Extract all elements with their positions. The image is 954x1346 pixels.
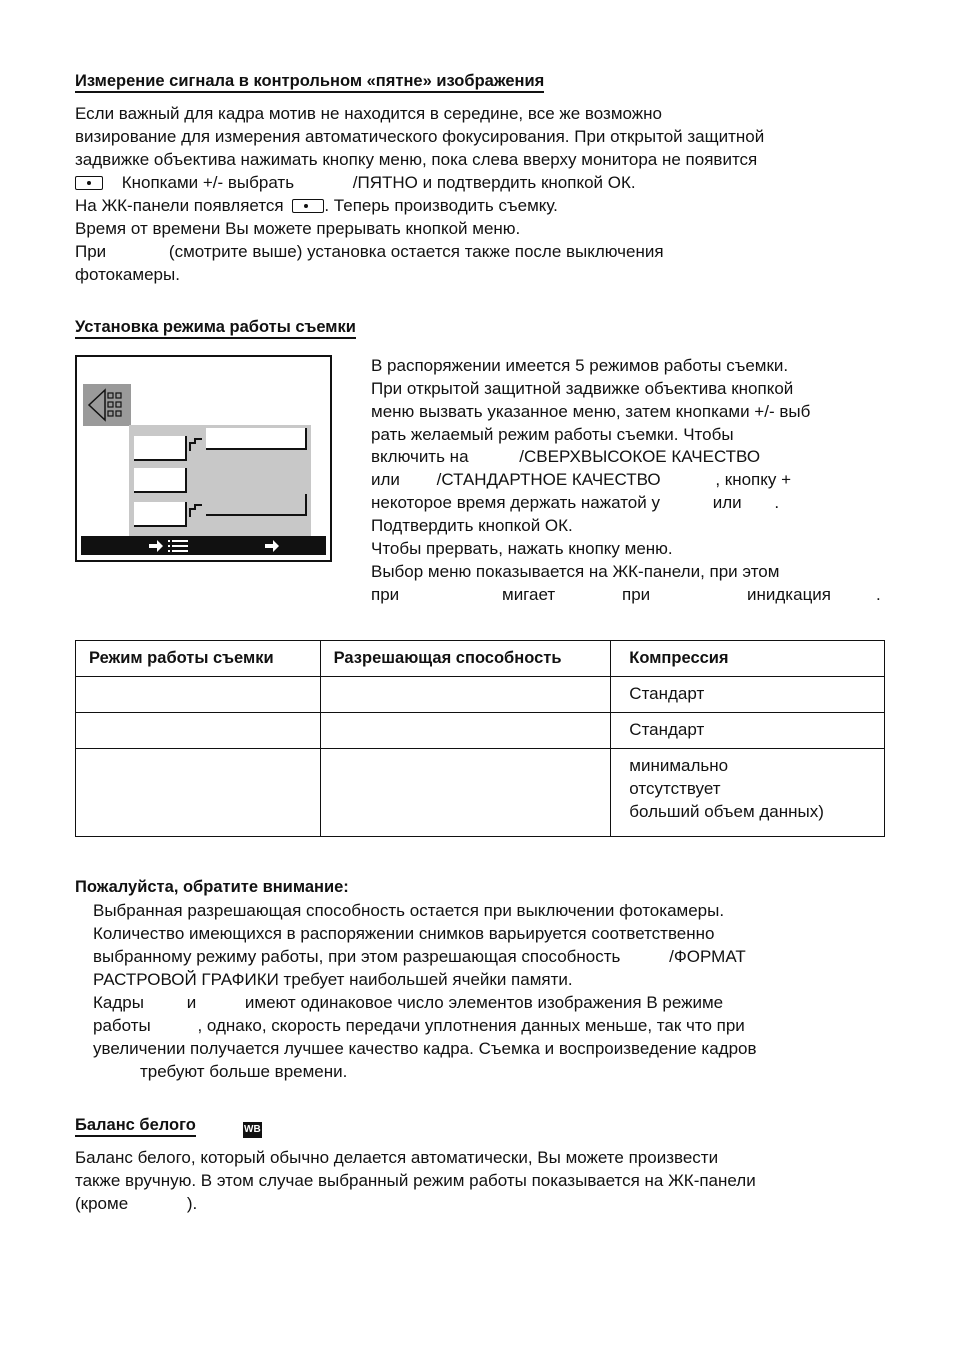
text: , кнопку + <box>715 470 792 489</box>
text: , однако, скорость передачи уплотнения данных меньше, так что при <box>197 1016 745 1035</box>
table-cell <box>76 749 321 837</box>
text: при <box>371 585 400 604</box>
paragraph-line: Подтвердить кнопкой ОК. <box>371 516 573 535</box>
table-row <box>76 677 885 713</box>
paragraph-line: Если важный для кадра мотив не находится в середине, все же возможно <box>75 104 662 123</box>
arrow-list-icon <box>149 539 193 553</box>
section-heading-white-balance: Баланс белого <box>75 1116 196 1137</box>
text: или <box>712 493 742 512</box>
text: . <box>876 585 881 604</box>
table-header-row <box>76 641 885 677</box>
paragraph-line: Чтобы прервать, нажать кнопку меню. <box>371 539 673 558</box>
text: Кнопками +/- выбрать <box>121 173 295 192</box>
paragraph-line <box>93 991 723 1014</box>
text: (смотрите выше) установка остается также после выключения <box>168 242 664 261</box>
paragraph-line: требуют больше времени. <box>140 1062 348 1081</box>
paragraph-line: В распоряжении имеется 5 режимов работы съемки. <box>371 356 789 375</box>
text: имеют одинаковое число элементов изображения В режиме <box>244 993 724 1012</box>
text: (кроме <box>75 1194 129 1213</box>
step-connector-icon <box>189 503 203 517</box>
paragraph-line: задвижке объектива нажимать кнопку меню, пока слева вверху монитора не появится <box>75 150 758 169</box>
paragraph-line: визирование для измерения автоматического фокусирования. При открытой защитной <box>75 127 765 146</box>
paragraph-line: При открытой защитной задвижке объектива кнопкой <box>371 379 794 398</box>
shooting-mode-table <box>75 640 885 837</box>
paragraph-line <box>75 171 636 194</box>
table-cell <box>76 677 321 713</box>
paragraph-line: также вручную. В этом случае выбранный режим работы показывается на ЖК-панели <box>75 1171 756 1190</box>
section-heading-shooting-mode: Установка режима работы съемки <box>75 318 356 339</box>
text: некоторое время держать нажатой у <box>371 493 660 512</box>
text: мигает <box>502 585 556 604</box>
paragraph-line <box>75 194 558 217</box>
quality-menu-icon <box>83 384 131 426</box>
paragraph-line: Выбор меню показывается на ЖК-панели, при этом <box>371 562 780 581</box>
paragraph-line <box>93 1014 745 1037</box>
text: включить на <box>371 447 469 466</box>
text: отсутствует <box>629 779 721 798</box>
paragraph-line: увеличении получается лучшее качество кадра. Съемка и воспроизведение кадров <box>93 1039 757 1058</box>
menu-value-field <box>206 428 307 450</box>
table-row <box>76 713 885 749</box>
arrow-right-icon <box>265 539 281 553</box>
menu-screen-illustration <box>75 355 332 562</box>
table-cell <box>320 749 611 837</box>
spot-icon <box>292 199 324 213</box>
paragraph-line: рать желаемый режим работы съемки. Чтобы <box>371 425 734 444</box>
text: . Теперь производить съемку. <box>324 196 558 215</box>
text: работы <box>93 1016 151 1035</box>
paragraph-line: фотокамеры. <box>75 265 180 284</box>
table-cell: Стандарт <box>611 713 885 749</box>
text: при <box>622 585 651 604</box>
column-header: Компрессия <box>611 641 885 677</box>
paragraph-line: РАСТРОВОЙ ГРАФИКИ требует наибольшей ячейки памяти. <box>93 970 573 989</box>
text: выбранному режиму работы, при этом разрешающая способность <box>93 947 621 966</box>
paragraph-line <box>93 945 746 968</box>
paragraph-line <box>371 468 791 491</box>
table-cell <box>76 713 321 749</box>
section-heading-spot-metering: Измерение сигнала в контрольном «пятне» изображения <box>75 72 544 93</box>
text: ). <box>186 1194 198 1213</box>
note-heading: Пожалуйста, обратите внимание: <box>75 878 349 896</box>
menu-option[interactable] <box>134 468 187 493</box>
paragraph-line: Количество имеющихся в распоряжении снимков варьируется соответственно <box>93 924 715 943</box>
text: /СТАНДАРТНОЕ КАЧЕСТВО <box>436 470 661 489</box>
paragraph-line: Время от времени Вы можете прерывать кнопкой меню. <box>75 219 521 238</box>
column-header: Разрешающая способность <box>320 641 611 677</box>
table-cell <box>320 677 611 713</box>
menu-option[interactable] <box>134 436 187 461</box>
menu-value-field <box>206 494 307 516</box>
text: При <box>75 242 107 261</box>
paragraph-line <box>371 445 760 468</box>
menu-option[interactable] <box>134 502 187 527</box>
text: и <box>186 993 197 1012</box>
table-row <box>76 749 885 837</box>
text: Кадры <box>93 993 144 1012</box>
column-header: Режим работы съемки <box>76 641 321 677</box>
paragraph-line <box>371 491 779 514</box>
text: /СВЕРХВЫСОКОЕ КАЧЕСТВО <box>519 447 761 466</box>
text: На ЖК-панели появляется <box>75 196 284 215</box>
text: . <box>774 493 780 512</box>
paragraph-line: меню вызвать указанное меню, затем кнопками +/- выб <box>371 402 811 421</box>
step-connector-icon <box>189 437 203 451</box>
text: /ПЯТНО и подтвердить кнопкой ОК. <box>352 173 636 192</box>
text: или <box>371 470 400 489</box>
paragraph-line: Выбранная разрешающая способность остается при выключении фотокамеры. <box>93 901 725 920</box>
text: /ФОРМАТ <box>669 947 746 966</box>
table-cell <box>320 713 611 749</box>
menu-bottom-bar <box>81 536 326 555</box>
paragraph-line <box>75 1192 197 1215</box>
table-cell <box>611 749 885 837</box>
spot-icon <box>75 176 103 190</box>
text: минимально <box>629 756 729 775</box>
text: инидкация <box>747 585 832 604</box>
table-cell: Стандарт <box>611 677 885 713</box>
paragraph-line <box>75 240 664 263</box>
white-balance-icon: WB <box>243 1117 262 1138</box>
text: больший объем данных) <box>629 802 824 821</box>
paragraph-line: Баланс белого, который обычно делается автоматически, Вы можете произвести <box>75 1148 719 1167</box>
